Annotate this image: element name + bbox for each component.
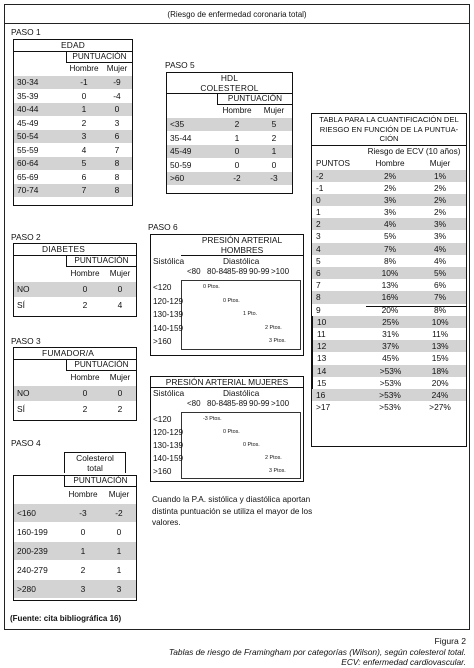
ecv-cell: 20% xyxy=(431,377,449,388)
ecv-cell: 25% xyxy=(382,316,399,327)
paso1-cell: 7 xyxy=(114,144,120,155)
paso1-cell: 3 xyxy=(114,117,120,128)
paso1-cell: 45-49 xyxy=(17,117,39,128)
ecv-row xyxy=(312,206,466,218)
header-title: (Riesgo de enfermedad coronaria total) xyxy=(167,10,307,19)
ecv-row xyxy=(312,352,466,364)
bp-mujeres-row: 130-139 xyxy=(153,441,184,450)
bp-hombres-title2: HOMBRES xyxy=(181,245,303,256)
ecv-cell: 10 xyxy=(317,316,327,327)
bp-mujeres-pts: 0 Ptos. xyxy=(223,429,240,435)
ecv-row xyxy=(312,291,466,303)
paso2-cell: 4 xyxy=(117,300,123,310)
paso4-puntuacion: PUNTUACIÓN xyxy=(64,476,136,487)
paso1-table xyxy=(13,39,133,206)
paso5-cell: 0 xyxy=(271,159,277,170)
ecv-cell: 11% xyxy=(432,328,449,339)
paso4-row xyxy=(14,522,136,541)
paso2-label: PASO 2 xyxy=(11,232,41,242)
bp-mujeres-col: 85-89 xyxy=(227,399,248,408)
ecv-title xyxy=(312,114,466,146)
paso4-row xyxy=(14,541,136,560)
paso5-cell: 45-49 xyxy=(170,146,192,156)
paso5-cell: 2 xyxy=(271,132,277,143)
ecv-cell: 16% xyxy=(381,292,399,303)
paso2-cell: 0 xyxy=(82,284,88,294)
bp-mujeres-sistolica: Sistólica xyxy=(153,388,185,398)
ecv-cell: 3% xyxy=(383,207,397,218)
paso1-cell: -9 xyxy=(113,77,121,87)
paso5-cell: 1 xyxy=(271,146,277,156)
figure-label: Figura 2 xyxy=(434,636,466,646)
ecv-mujer: Mujer xyxy=(429,158,451,168)
paso1-cell: 30-34 xyxy=(17,77,39,87)
paso1-cell: 3 xyxy=(81,131,87,141)
paso1-cell: 50-54 xyxy=(17,131,39,141)
paso3-puntuacion: PUNTUACIÓN xyxy=(66,360,136,371)
ecv-row xyxy=(312,316,466,328)
bp-hombres-table xyxy=(150,234,304,356)
bp-note: Cuando la P.A. sistólica y diastólica aportan distinta puntuación se utiliza el mayor de los valores. xyxy=(152,495,313,527)
paso3-title: FUMADOR/A xyxy=(14,348,136,360)
ecv-cell: 31% xyxy=(382,328,399,339)
ecv-row xyxy=(312,304,466,316)
paso4-cell: 200-239 xyxy=(17,546,48,556)
paso1-cell: 0 xyxy=(81,90,87,101)
figure-caption-line1: Tablas de riesgo de Framingham por categorías (Wilson), según colesterol total. xyxy=(168,647,466,657)
ecv-title1: TABLA PARA LA CUANTIFICACIÓN DEL xyxy=(319,115,459,124)
paso4-cell: >280 xyxy=(17,584,36,594)
ecv-cell: 1 xyxy=(316,207,321,218)
paso4-cell: 160-199 xyxy=(17,527,48,537)
source-citation: (Fuente: cita bibliográfica 16) xyxy=(10,614,122,623)
paso1-cell: 6 xyxy=(81,171,87,182)
paso1-cell: -4 xyxy=(113,90,121,101)
paso5-cell: 1 xyxy=(234,132,240,143)
paso3-mujer: Mujer xyxy=(109,373,131,382)
paso4-cell: 2 xyxy=(80,565,86,575)
bp-mujeres-col: 90-99 xyxy=(249,399,270,408)
paso1-row xyxy=(14,129,132,143)
paso3-row xyxy=(14,385,136,401)
bp-hombres-col: 85-89 xyxy=(227,267,248,276)
ecv-row xyxy=(312,218,466,230)
ecv-cell: 7% xyxy=(433,292,447,303)
header-divider xyxy=(4,23,470,24)
paso1-puntuacion: PUNTUACIÓN xyxy=(66,52,132,63)
ecv-cell: 14 xyxy=(317,365,327,376)
ecv-cell: 18% xyxy=(431,365,449,376)
ecv-row xyxy=(312,401,466,413)
paso4-cell: 3 xyxy=(116,584,122,594)
ecv-cell: 6 xyxy=(316,268,321,278)
paso5-cell: 0 xyxy=(234,146,240,156)
paso4-cell: 0 xyxy=(116,527,122,537)
paso5-row xyxy=(167,158,292,172)
bp-mujeres-row: 140-159 xyxy=(153,454,184,463)
paso4-title2: total xyxy=(87,463,103,473)
paso4-label: PASO 4 xyxy=(11,438,41,448)
paso4-cell: 0 xyxy=(80,527,86,537)
bp-hombres-sistolica: Sistólica xyxy=(153,256,185,266)
ecv-cell: 7 xyxy=(316,280,321,291)
ecv-rows xyxy=(312,170,466,414)
bp-hombres-pts: 0 Ptos. xyxy=(203,284,220,290)
paso1-row xyxy=(14,170,132,184)
paso6-label: PASO 6 xyxy=(148,222,178,232)
ecv-hombre: Hombre xyxy=(375,158,405,168)
ecv-cell: 15% xyxy=(431,353,449,364)
ecv-cell: 2% xyxy=(433,194,447,205)
bp-hombres-col: 90-99 xyxy=(249,267,270,276)
bp-mujeres-diastolica: Diastólica xyxy=(223,388,260,398)
bp-hombres-diastolica: Diastólica xyxy=(223,256,260,266)
ecv-cell: 5% xyxy=(383,231,397,242)
paso4-mujer: Mujer xyxy=(108,490,130,499)
paso1-title: EDAD xyxy=(14,40,132,52)
paso5-cell: 5 xyxy=(271,119,277,129)
bp-mujeres-col: <80 xyxy=(187,399,201,408)
paso4-cell: 1 xyxy=(116,565,122,575)
paso5-label: PASO 5 xyxy=(165,60,195,70)
ecv-cell: 4% xyxy=(433,243,447,254)
paso1-cell: 70-74 xyxy=(17,185,39,195)
ecv-cell: >17 xyxy=(316,402,331,413)
paso4-title-box xyxy=(64,452,126,473)
paso1-cell: 2 xyxy=(81,117,87,128)
paso5-hombre: Hombre xyxy=(222,106,252,115)
bp-mujeres-table xyxy=(150,376,304,482)
bp-hombres-title1: PRESIÓN ARTERIAL xyxy=(201,235,283,245)
ecv-cell: 7% xyxy=(383,243,397,254)
paso1-cell: -1 xyxy=(80,77,88,87)
ecv-cell: >53% xyxy=(379,402,401,413)
paso4-row xyxy=(14,560,136,579)
ecv-cell: 3% xyxy=(433,231,447,242)
bp-mujeres-pts: 0 Ptos. xyxy=(243,442,260,448)
ecv-cell: 13 xyxy=(317,353,327,364)
bp-mujeres-title: PRESIÓN ARTERIAL MUJERES xyxy=(151,377,303,388)
paso3-row xyxy=(14,401,136,417)
ecv-cell: 45% xyxy=(382,353,399,364)
ecv-cell: -1 xyxy=(316,182,324,193)
paso5-row xyxy=(167,117,292,131)
ecv-row xyxy=(312,182,466,194)
paso1-cell: 5 xyxy=(81,158,87,168)
ecv-row xyxy=(312,377,466,389)
ecv-cell: 5 xyxy=(316,255,321,266)
paso3-cell: 2 xyxy=(82,404,88,414)
paso5-cell: -3 xyxy=(270,173,278,183)
ecv-cell: 2% xyxy=(383,182,397,193)
paso1-row xyxy=(14,89,132,103)
paso3-table xyxy=(13,347,137,421)
paso1-cell: 6 xyxy=(114,131,120,141)
bp-mujeres-pts: 3 Ptos. xyxy=(269,468,286,474)
paso3-cell: 0 xyxy=(117,388,123,398)
paso2-cell: 2 xyxy=(82,300,88,310)
paso5-cell: >60 xyxy=(170,173,185,183)
ecv-row xyxy=(312,389,466,401)
paso5-row xyxy=(167,131,292,145)
paso1-cell: 8 xyxy=(114,185,120,195)
paso4-hombre: Hombre xyxy=(68,490,98,499)
bp-mujeres-pts: -3 Ptos. xyxy=(203,416,222,422)
paso1-row xyxy=(14,143,132,157)
ecv-cell: 3% xyxy=(383,194,397,205)
ecv-cell: 24% xyxy=(431,389,449,400)
paso2-cell: NO xyxy=(17,284,30,294)
paso4-title1: Colesterol xyxy=(76,453,114,463)
paso5-title1: HDL xyxy=(220,73,239,83)
paso5-cell: 0 xyxy=(234,159,240,170)
ecv-cell: 10% xyxy=(381,268,399,278)
ecv-cell: >53% xyxy=(379,389,401,400)
paso1-cell: 8 xyxy=(114,171,120,182)
paso1-cell: 7 xyxy=(81,185,87,195)
paso5-cell: 35-44 xyxy=(170,132,192,143)
paso4-table xyxy=(13,453,137,601)
ecv-cell: >53% xyxy=(379,365,402,376)
paso1-cell: 8 xyxy=(114,158,120,168)
ecv-cell: 2% xyxy=(383,170,397,181)
paso1-label: PASO 1 xyxy=(11,27,41,37)
paso3-hombre: Hombre xyxy=(70,373,100,382)
ecv-cell: 4% xyxy=(383,219,397,230)
paso1-cell: 40-44 xyxy=(17,104,39,114)
paso4-cell: 240-279 xyxy=(17,565,48,575)
paso4-cell: -3 xyxy=(79,508,87,518)
ecv-row xyxy=(312,365,466,377)
ecv-cell: 13% xyxy=(431,341,449,352)
ecv-cell: 13% xyxy=(381,280,399,291)
bp-hombres-col: 80-84 xyxy=(207,267,228,276)
paso3-cell: 2 xyxy=(117,404,123,414)
ecv-cell: 0 xyxy=(316,194,321,205)
bp-hombres-row: 120-129 xyxy=(153,296,184,306)
ecv-cell: 8% xyxy=(433,304,447,315)
paso2-cell: 0 xyxy=(117,284,123,294)
bp-hombres-row: <120 xyxy=(153,283,172,292)
ecv-cell: 2% xyxy=(433,207,447,218)
ecv-cell: -2 xyxy=(316,170,324,181)
paso1-cell: 4 xyxy=(81,144,87,155)
paso1-cell: 0 xyxy=(114,104,120,114)
paso5-puntuacion: PUNTUACIÓN xyxy=(217,94,292,105)
ecv-cell: 4 xyxy=(316,243,321,254)
bp-hombres-pts: 3 Ptos. xyxy=(269,338,286,344)
ecv-table xyxy=(311,113,467,447)
ecv-cell: 1% xyxy=(433,170,447,181)
figure-caption-line2: ECV: enfermedad cardiovascular. xyxy=(341,657,466,667)
paso3-cell: NO xyxy=(17,388,30,398)
ecv-row xyxy=(312,194,466,206)
ecv-row xyxy=(312,243,466,255)
ecv-cell: >53% xyxy=(379,377,402,388)
paso1-cell: 65-69 xyxy=(17,171,39,182)
bp-hombres-col: >100 xyxy=(271,267,290,276)
ecv-cell: 8% xyxy=(383,255,397,266)
ecv-row xyxy=(312,279,466,291)
paso2-row xyxy=(14,281,136,297)
paso4-cell: -2 xyxy=(115,508,123,518)
ecv-cell: 2% xyxy=(433,182,447,193)
bp-hombres-row: >160 xyxy=(153,337,172,346)
ecv-cell: 2 xyxy=(316,219,321,230)
bp-hombres-pts: 0 Ptos. xyxy=(223,297,240,304)
paso1-cell: 1 xyxy=(81,104,87,114)
bp-hombres-row: 140-159 xyxy=(153,323,184,333)
ecv-row xyxy=(312,267,466,279)
paso4-cell: 1 xyxy=(116,546,122,556)
paso5-cell: 50-59 xyxy=(170,159,192,170)
paso2-mujer: Mujer xyxy=(109,269,131,278)
ecv-row xyxy=(312,328,466,340)
ecv-cell: 10% xyxy=(431,316,449,327)
paso4-cell: 3 xyxy=(80,584,86,594)
ecv-cell: 20% xyxy=(381,304,399,315)
ecv-row xyxy=(312,170,466,182)
ecv-cell: 4% xyxy=(433,255,447,266)
ecv-cell: 3 xyxy=(316,231,321,242)
paso1-mujer: Mujer xyxy=(106,64,128,73)
paso3-cell: 0 xyxy=(82,388,88,398)
paso5-cell: 2 xyxy=(234,119,240,129)
ecv-puntos: PUNTOS xyxy=(316,158,350,168)
bp-hombres-row: 130-139 xyxy=(153,310,184,319)
ecv-cell: 5% xyxy=(433,268,447,278)
paso2-hombre: Hombre xyxy=(70,269,100,278)
bp-mujeres-row: 120-129 xyxy=(153,428,184,437)
bp-hombres-pts: 2 Ptos. xyxy=(265,324,282,331)
paso5-mujer: Mujer xyxy=(263,106,285,115)
paso4-row xyxy=(14,503,136,522)
paso2-cell: SÍ xyxy=(17,300,25,310)
ecv-cell: 6% xyxy=(433,280,447,291)
paso2-puntuacion: PUNTUACIÓN xyxy=(66,256,136,267)
ecv-title2: RIESGO EN FUNCIÓN DE LA PUNTUA- xyxy=(319,124,459,134)
paso5-table xyxy=(166,72,293,194)
paso1-cell: 35-39 xyxy=(17,90,39,101)
paso1-row xyxy=(14,116,132,130)
ecv-separator xyxy=(366,306,466,307)
paso4-cell: <160 xyxy=(17,508,36,518)
paso3-label: PASO 3 xyxy=(11,336,41,346)
paso1-row xyxy=(14,183,132,197)
paso4-row xyxy=(14,579,136,598)
ecv-cell: 9 xyxy=(316,304,321,315)
paso2-row xyxy=(14,297,136,313)
paso1-row xyxy=(14,75,132,89)
ecv-title3: CIÓN xyxy=(379,134,399,143)
paso4-cell: 1 xyxy=(80,546,86,556)
ecv-cell: >27% xyxy=(429,402,451,413)
paso5-cell: -2 xyxy=(233,173,241,183)
bp-mujeres-col: 80-84 xyxy=(207,399,228,408)
bp-hombres-col: <80 xyxy=(187,267,201,276)
ecv-cell: 37% xyxy=(382,341,399,352)
ecv-cell: 12 xyxy=(317,341,327,352)
bp-hombres-pts: 1 Pto. xyxy=(243,311,258,317)
paso5-cell: <35 xyxy=(170,119,185,129)
paso5-row xyxy=(167,144,292,158)
ecv-row xyxy=(312,255,466,267)
paso2-title: DIABETES xyxy=(14,244,136,256)
paso5-title2: COLESTEROL xyxy=(167,83,292,94)
paso2-table xyxy=(13,243,137,317)
bp-mujeres-row: <120 xyxy=(153,415,172,424)
ecv-cell: 16 xyxy=(316,389,326,400)
bp-mujeres-col: >100 xyxy=(271,399,290,408)
paso3-cell: SÍ xyxy=(17,404,25,414)
ecv-row xyxy=(312,230,466,242)
ecv-cell: 8 xyxy=(316,292,321,303)
bp-mujeres-pts: 2 Ptos. xyxy=(265,455,282,461)
ecv-row xyxy=(312,340,466,352)
paso5-row xyxy=(167,171,292,185)
paso1-row xyxy=(14,156,132,170)
ecv-cell: 15 xyxy=(317,377,327,388)
paso1-row xyxy=(14,102,132,116)
ecv-cell: 11 xyxy=(317,328,326,339)
ecv-cell: 3% xyxy=(433,219,447,230)
paso1-hombre: Hombre xyxy=(69,64,99,73)
paso1-cell: 55-59 xyxy=(17,144,39,155)
ecv-riesgo: Riesgo de ECV (10 años) xyxy=(367,146,461,156)
paso1-cell: 60-64 xyxy=(17,158,39,168)
bp-mujeres-row: >160 xyxy=(153,467,172,476)
